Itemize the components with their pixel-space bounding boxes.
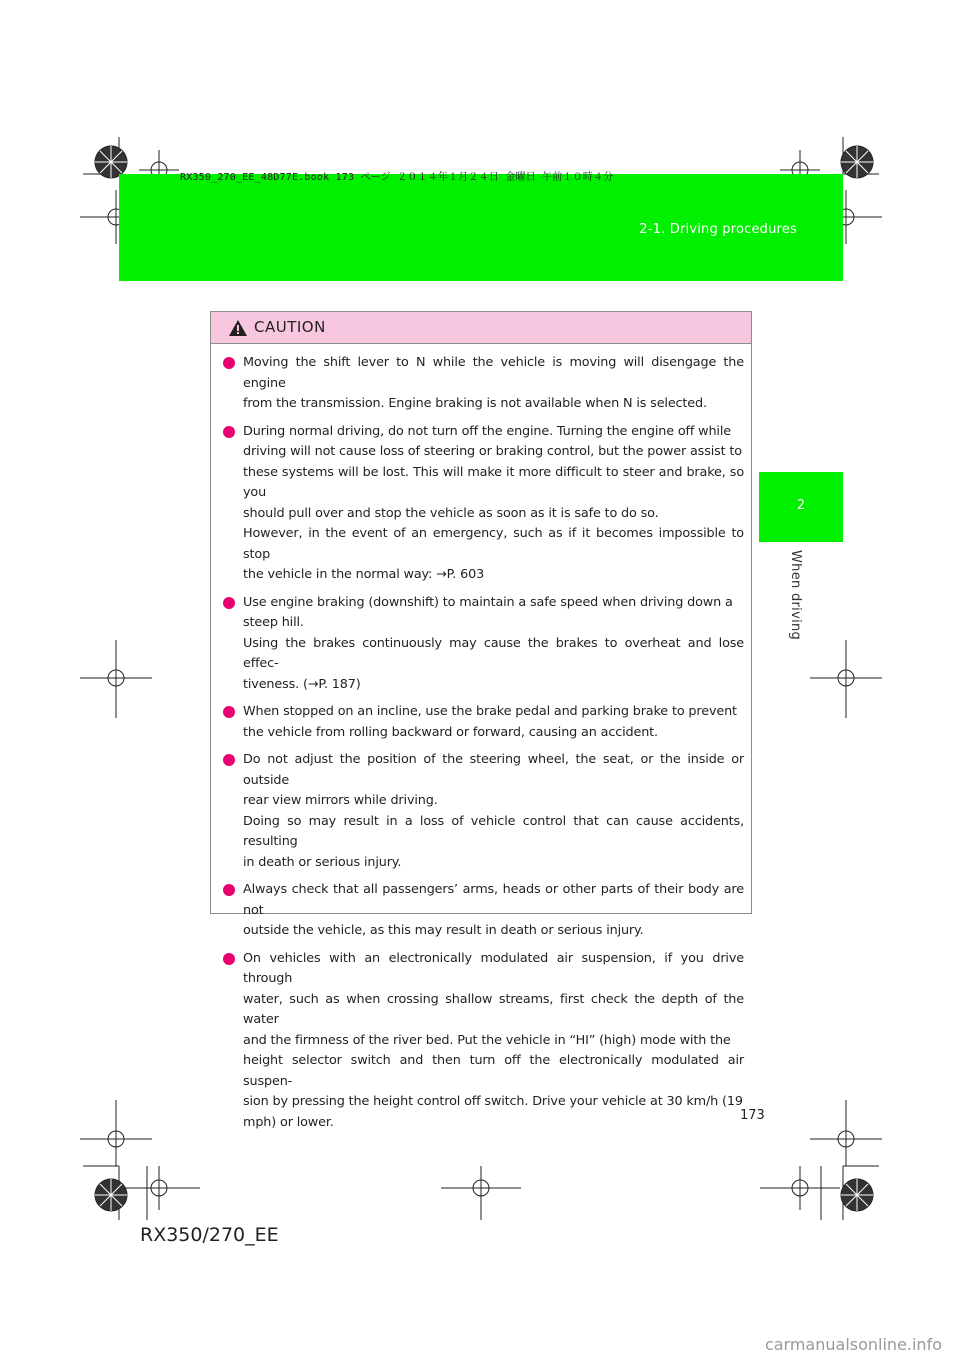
caution-item-line: the vehicle from rolling backward or forward, causing an accident. [243, 724, 658, 740]
warning-triangle-icon [228, 319, 248, 337]
caution-item-line: When stopped on an incline, use the brake pedal and parking brake to prevent [243, 704, 737, 719]
bullet-icon [223, 357, 235, 369]
bullet-icon [223, 884, 235, 896]
caution-label: CAUTION [254, 318, 326, 336]
caution-item [223, 422, 744, 586]
caution-item-line: Use engine braking (downshift) to maintain a safe speed when driving down a [243, 594, 733, 610]
caution-item-line: rear view mirrors while driving. [243, 793, 438, 808]
bullet-icon [223, 597, 235, 609]
caution-item-line: water, such as when crossing shallow streams, first check the depth of the water [243, 991, 744, 1027]
caution-item [223, 702, 744, 743]
bullet-icon [223, 953, 235, 965]
caution-item-line: in death or serious injury. [243, 854, 402, 870]
caution-box [210, 311, 752, 1130]
bullet-icon [223, 754, 235, 766]
caution-item [223, 880, 744, 942]
caution-item-line: Doing so may result in a loss of vehicle control that can cause accidents, resulting [243, 813, 744, 849]
caution-header [211, 312, 751, 344]
caution-item-line: height selector switch and then turn off the electronically modulated air suspen- [243, 1053, 744, 1089]
caution-item-line: and the firmness of the river bed. Put the vehicle in “HI” (high) mode with the [243, 1032, 731, 1048]
chapter-title: When driving [788, 550, 803, 641]
caution-item [223, 750, 744, 873]
caution-item-line: sion by pressing the height control off switch. Drive your vehicle at 30 km/h (19 [243, 1094, 743, 1109]
caution-item-line: During normal driving, do not turn off the engine. Turning the engine off while [243, 423, 731, 439]
chapter-tab [759, 472, 843, 542]
caution-item-line: Using the brakes continuously may cause the brakes to overheat and lose effec- [243, 635, 744, 671]
section-title: 2-1. Driving procedures [639, 222, 797, 237]
caution-item-line: from the transmission. Engine braking is not available when N is selected. [243, 396, 707, 411]
model-code: RX350/270_EE [140, 1224, 279, 1246]
caution-item-line: should pull over and stop the vehicle as soon as it is safe to do so. [243, 505, 659, 521]
chapter-number: 2 [796, 498, 806, 513]
bullet-icon [223, 426, 235, 438]
caution-item-line: tiveness. (→P. 187) [243, 676, 361, 692]
caution-item-line: driving will not cause loss of steering or braking control, but the power assist to [243, 444, 742, 459]
caution-item-line: Do not adjust the position of the steering wheel, the seat, or the inside or outside [243, 752, 744, 788]
caution-item [223, 593, 744, 696]
caution-item-line: the vehicle in the normal way: →P. 603 [243, 567, 485, 582]
caution-item [223, 949, 744, 1134]
bullet-icon [223, 706, 235, 718]
caution-item-line: Always check that all passengers’ arms, heads or other parts of their body are not [243, 882, 744, 918]
caution-item-line: Moving the shift lever to N while the vehicle is moving will disengage the engine [243, 355, 744, 391]
caution-item-line: outside the vehicle, as this may result in death or serious injury. [243, 923, 644, 938]
footer-watermark: carmanualsonline.info [0, 1335, 960, 1358]
book-file-reference: RX350_270_EE_48D77E.book 173 ページ ２０１４年１月２４日 金曜日 午前１０時４分 [180, 172, 614, 183]
caution-item-line: these systems will be lost. This will make it more difficult to steer and brake, so you [243, 464, 744, 500]
caution-item [223, 353, 744, 415]
caution-item-line: On vehicles with an electronically modulated air suspension, if you drive through [243, 950, 744, 986]
caution-item-line: However, in the event of an emergency, such as if it becomes impossible to stop [243, 526, 744, 562]
page-number: 173 [740, 1108, 765, 1123]
caution-item-line: steep hill. [243, 615, 304, 630]
caution-list [211, 344, 751, 1133]
caution-item-line: mph) or lower. [243, 1114, 334, 1130]
